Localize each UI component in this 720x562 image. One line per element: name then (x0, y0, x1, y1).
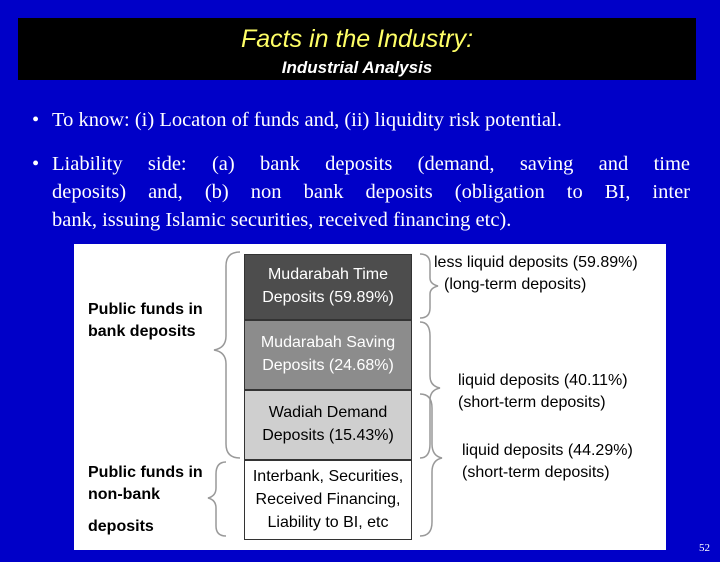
bullet-2-line-2: deposits) and, (b) non bank deposits (obligation to BI, inter (52, 181, 690, 203)
box-non-bank: Interbank, Securities, Received Financing, Liability to BI, etc (244, 460, 412, 540)
label-less-liquid: less liquid deposits (59.89%) (long-term deposits) (434, 254, 638, 293)
title-bar (18, 18, 696, 80)
slide-subtitle: Industrial Analysis (281, 58, 433, 77)
bullet-1 (32, 106, 692, 134)
bullet-marker: • (32, 109, 40, 131)
bullet-2-line-1: • Liability side: (a) bank deposits (demand, saving and time (32, 150, 690, 178)
label-liquid-40: liquid deposits (40.11%) (short-term deposits) (458, 372, 628, 411)
label-public-bank-deposits: Public funds in bank deposits (88, 301, 203, 340)
left-brace-bank (214, 252, 240, 458)
label-public-nonbank-deposits: Public funds in non-bank deposits (88, 464, 203, 535)
left-brace-nonbank (208, 462, 226, 536)
deposit-structure-figure (74, 244, 666, 550)
bullet-marker: • (32, 153, 40, 175)
bullet-2-line-3: bank, issuing Islamic securities, received financing etc). (52, 209, 512, 231)
page-number: 52 (699, 542, 710, 554)
bullet-1-text: To know: (i) Locaton of funds and, (ii) liquidity risk potential. (52, 109, 562, 131)
bullet-2 (32, 150, 690, 234)
right-brace-short-term-a (420, 322, 440, 458)
label-liquid-44: liquid deposits (44.29%) (short-term deposits) (462, 442, 633, 481)
box-wadiah-demand: Wadiah Demand Deposits (15.43%) (244, 390, 412, 460)
right-brace-short-term-b (420, 394, 442, 536)
box-mudarabah-saving: Mudarabah Saving Deposits (24.68%) (244, 320, 412, 390)
box-mudarabah-time: Mudarabah Time Deposits (59.89%) (244, 254, 412, 320)
slide-title: Facts in the Industry: (240, 25, 474, 53)
